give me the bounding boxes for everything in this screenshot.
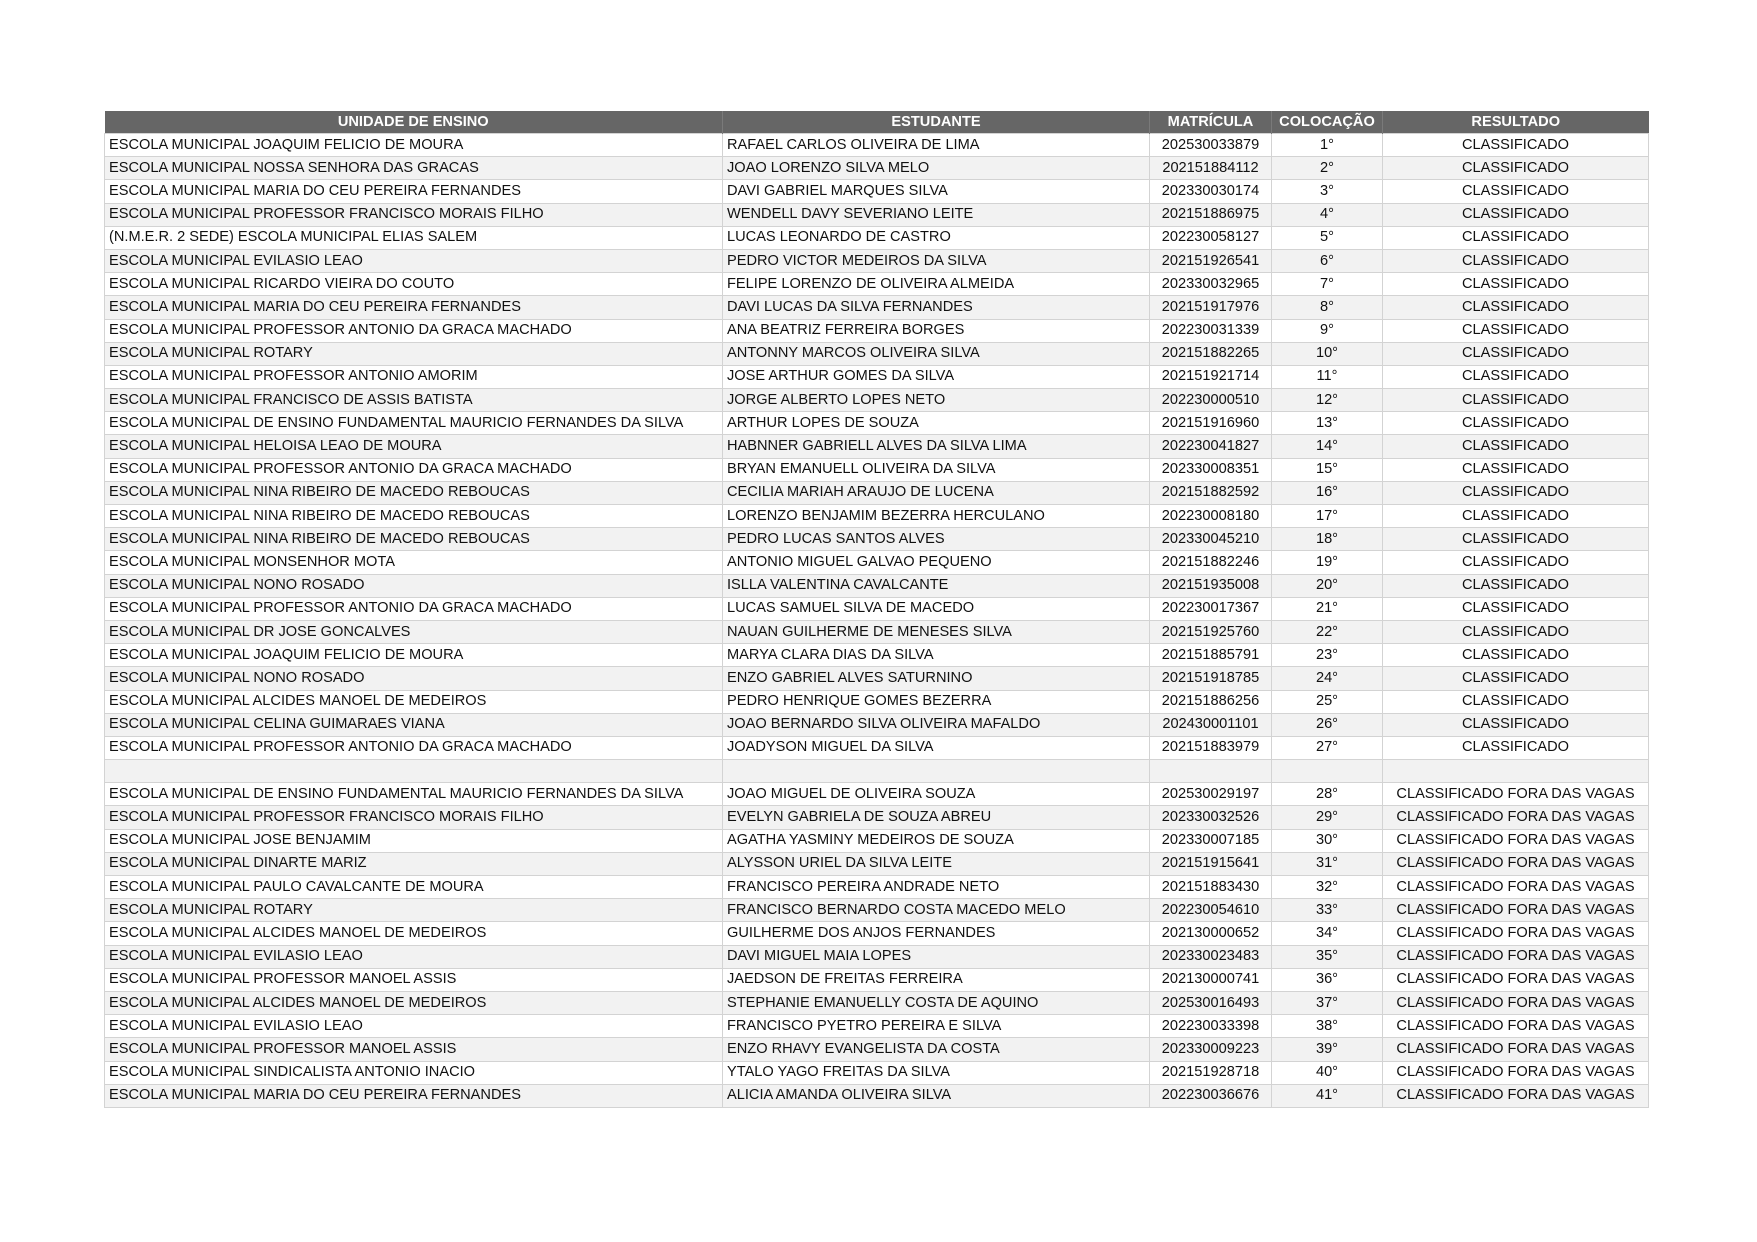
table-row — [105, 644, 1649, 667]
cell-resultado: CLASSIFICADO — [1383, 458, 1649, 481]
header-colocacao: COLOCAÇÃO — [1272, 111, 1383, 134]
table-row — [105, 899, 1649, 922]
cell-matricula: 202230058127 — [1150, 226, 1272, 249]
cell-colocacao: 26° — [1272, 713, 1383, 736]
cell-matricula: 202330007185 — [1150, 829, 1272, 852]
cell-matricula: 202151918785 — [1150, 667, 1272, 690]
cell-resultado: CLASSIFICADO — [1383, 644, 1649, 667]
cell-resultado: CLASSIFICADO — [1383, 296, 1649, 319]
cell-estudante: WENDELL DAVY SEVERIANO LEITE — [723, 203, 1150, 226]
cell-colocacao: 8° — [1272, 296, 1383, 319]
cell-estudante — [723, 760, 1150, 783]
cell-colocacao: 40° — [1272, 1061, 1383, 1084]
cell-resultado: CLASSIFICADO — [1383, 481, 1649, 504]
cell-matricula: 202530029197 — [1150, 783, 1272, 806]
cell-unidade-de-ensino: ESCOLA MUNICIPAL MARIA DO CEU PEREIRA FERNANDES — [105, 1084, 723, 1107]
cell-colocacao: 34° — [1272, 922, 1383, 945]
cell-colocacao: 14° — [1272, 435, 1383, 458]
cell-resultado: CLASSIFICADO FORA DAS VAGAS — [1383, 1084, 1649, 1107]
table-row — [105, 736, 1649, 759]
cell-matricula: 202151882265 — [1150, 342, 1272, 365]
table-row — [105, 249, 1649, 272]
cell-colocacao: 29° — [1272, 806, 1383, 829]
cell-resultado: CLASSIFICADO — [1383, 365, 1649, 388]
cell-estudante: RAFAEL CARLOS OLIVEIRA DE LIMA — [723, 134, 1150, 157]
cell-estudante: LORENZO BENJAMIM BEZERRA HERCULANO — [723, 505, 1150, 528]
table-row — [105, 667, 1649, 690]
cell-colocacao: 13° — [1272, 412, 1383, 435]
cell-estudante: FRANCISCO PYETRO PEREIRA E SILVA — [723, 1015, 1150, 1038]
header-unidade-de-ensino: UNIDADE DE ENSINO — [105, 111, 723, 134]
cell-colocacao: 37° — [1272, 991, 1383, 1014]
cell-matricula: 202151928718 — [1150, 1061, 1272, 1084]
cell-unidade-de-ensino: (N.M.E.R. 2 SEDE) ESCOLA MUNICIPAL ELIAS SALEM — [105, 226, 723, 249]
cell-colocacao: 41° — [1272, 1084, 1383, 1107]
table-row — [105, 226, 1649, 249]
table-row — [105, 1038, 1649, 1061]
cell-resultado: CLASSIFICADO FORA DAS VAGAS — [1383, 1015, 1649, 1038]
cell-matricula: 202330009223 — [1150, 1038, 1272, 1061]
cell-matricula: 202151916960 — [1150, 412, 1272, 435]
cell-estudante: ANTONNY MARCOS OLIVEIRA SILVA — [723, 342, 1150, 365]
cell-unidade-de-ensino: ESCOLA MUNICIPAL PROFESSOR MANOEL ASSIS — [105, 1038, 723, 1061]
table-row — [105, 157, 1649, 180]
cell-matricula: 202151883979 — [1150, 736, 1272, 759]
table-row — [105, 319, 1649, 342]
table-row — [105, 968, 1649, 991]
cell-unidade-de-ensino: ESCOLA MUNICIPAL ROTARY — [105, 342, 723, 365]
cell-resultado: CLASSIFICADO FORA DAS VAGAS — [1383, 1061, 1649, 1084]
cell-matricula: 202230008180 — [1150, 505, 1272, 528]
cell-resultado: CLASSIFICADO — [1383, 713, 1649, 736]
table-row — [105, 412, 1649, 435]
cell-unidade-de-ensino: ESCOLA MUNICIPAL JOSE BENJAMIM — [105, 829, 723, 852]
cell-estudante: DAVI MIGUEL MAIA LOPES — [723, 945, 1150, 968]
table-row — [105, 574, 1649, 597]
cell-estudante: LUCAS LEONARDO DE CASTRO — [723, 226, 1150, 249]
cell-colocacao: 33° — [1272, 899, 1383, 922]
cell-resultado: CLASSIFICADO FORA DAS VAGAS — [1383, 991, 1649, 1014]
table-row — [105, 991, 1649, 1014]
cell-resultado — [1383, 760, 1649, 783]
header-resultado: RESULTADO — [1383, 111, 1649, 134]
cell-estudante: JORGE ALBERTO LOPES NETO — [723, 389, 1150, 412]
cell-estudante: JOAO BERNARDO SILVA OLIVEIRA MAFALDO — [723, 713, 1150, 736]
cell-resultado: CLASSIFICADO FORA DAS VAGAS — [1383, 806, 1649, 829]
cell-colocacao: 30° — [1272, 829, 1383, 852]
table-header — [105, 111, 1649, 134]
header-matricula: MATRÍCULA — [1150, 111, 1272, 134]
table-row — [105, 1061, 1649, 1084]
cell-matricula: 202230036676 — [1150, 1084, 1272, 1107]
cell-colocacao: 15° — [1272, 458, 1383, 481]
table-row — [105, 481, 1649, 504]
table-row — [105, 783, 1649, 806]
cell-resultado: CLASSIFICADO — [1383, 690, 1649, 713]
cell-colocacao: 9° — [1272, 319, 1383, 342]
cell-estudante: JOSE ARTHUR GOMES DA SILVA — [723, 365, 1150, 388]
cell-estudante: STEPHANIE EMANUELLY COSTA DE AQUINO — [723, 991, 1150, 1014]
cell-unidade-de-ensino: ESCOLA MUNICIPAL PROFESSOR ANTONIO DA GRACA MACHADO — [105, 597, 723, 620]
table-row — [105, 829, 1649, 852]
cell-colocacao: 27° — [1272, 736, 1383, 759]
cell-resultado: CLASSIFICADO — [1383, 319, 1649, 342]
cell-estudante: HABNNER GABRIELL ALVES DA SILVA LIMA — [723, 435, 1150, 458]
cell-unidade-de-ensino: ESCOLA MUNICIPAL PROFESSOR ANTONIO DA GRACA MACHADO — [105, 319, 723, 342]
cell-colocacao: 16° — [1272, 481, 1383, 504]
cell-colocacao: 1° — [1272, 134, 1383, 157]
cell-resultado: CLASSIFICADO — [1383, 180, 1649, 203]
cell-unidade-de-ensino: ESCOLA MUNICIPAL PAULO CAVALCANTE DE MOURA — [105, 876, 723, 899]
cell-colocacao: 10° — [1272, 342, 1383, 365]
results-table — [104, 111, 1649, 1108]
cell-colocacao: 38° — [1272, 1015, 1383, 1038]
cell-colocacao: 5° — [1272, 226, 1383, 249]
cell-estudante: PEDRO VICTOR MEDEIROS DA SILVA — [723, 249, 1150, 272]
cell-matricula: 202151882246 — [1150, 551, 1272, 574]
cell-estudante: ISLLA VALENTINA CAVALCANTE — [723, 574, 1150, 597]
cell-estudante: ENZO RHAVY EVANGELISTA DA COSTA — [723, 1038, 1150, 1061]
cell-matricula: 202330008351 — [1150, 458, 1272, 481]
table-row — [105, 1084, 1649, 1107]
cell-unidade-de-ensino: ESCOLA MUNICIPAL SINDICALISTA ANTONIO INACIO — [105, 1061, 723, 1084]
cell-resultado: CLASSIFICADO FORA DAS VAGAS — [1383, 783, 1649, 806]
cell-resultado: CLASSIFICADO FORA DAS VAGAS — [1383, 968, 1649, 991]
cell-unidade-de-ensino: ESCOLA MUNICIPAL DE ENSINO FUNDAMENTAL MAURICIO FERNANDES DA SILVA — [105, 412, 723, 435]
cell-resultado: CLASSIFICADO — [1383, 505, 1649, 528]
header-row — [105, 111, 1649, 134]
cell-estudante: JAEDSON DE FREITAS FERREIRA — [723, 968, 1150, 991]
cell-matricula: 202151884112 — [1150, 157, 1272, 180]
cell-resultado: CLASSIFICADO — [1383, 157, 1649, 180]
table-row — [105, 458, 1649, 481]
cell-colocacao: 28° — [1272, 783, 1383, 806]
cell-estudante: DAVI GABRIEL MARQUES SILVA — [723, 180, 1150, 203]
cell-estudante: ALYSSON URIEL DA SILVA LEITE — [723, 852, 1150, 875]
cell-unidade-de-ensino: ESCOLA MUNICIPAL DE ENSINO FUNDAMENTAL MAURICIO FERNANDES DA SILVA — [105, 783, 723, 806]
cell-estudante: ANTONIO MIGUEL GALVAO PEQUENO — [723, 551, 1150, 574]
cell-estudante: ANA BEATRIZ FERREIRA BORGES — [723, 319, 1150, 342]
cell-unidade-de-ensino: ESCOLA MUNICIPAL CELINA GUIMARAES VIANA — [105, 713, 723, 736]
cell-colocacao: 32° — [1272, 876, 1383, 899]
cell-estudante: NAUAN GUILHERME DE MENESES SILVA — [723, 620, 1150, 643]
cell-estudante: ENZO GABRIEL ALVES SATURNINO — [723, 667, 1150, 690]
cell-unidade-de-ensino: ESCOLA MUNICIPAL HELOISA LEAO DE MOURA — [105, 435, 723, 458]
cell-matricula: 202230041827 — [1150, 435, 1272, 458]
cell-colocacao: 25° — [1272, 690, 1383, 713]
cell-unidade-de-ensino: ESCOLA MUNICIPAL DINARTE MARIZ — [105, 852, 723, 875]
table-row — [105, 134, 1649, 157]
cell-matricula: 202151886975 — [1150, 203, 1272, 226]
cell-unidade-de-ensino: ESCOLA MUNICIPAL JOAQUIM FELICIO DE MOURA — [105, 644, 723, 667]
cell-matricula: 202530033879 — [1150, 134, 1272, 157]
cell-colocacao: 17° — [1272, 505, 1383, 528]
cell-resultado: CLASSIFICADO FORA DAS VAGAS — [1383, 922, 1649, 945]
table-row — [105, 365, 1649, 388]
cell-unidade-de-ensino: ESCOLA MUNICIPAL PROFESSOR ANTONIO DA GRACA MACHADO — [105, 736, 723, 759]
cell-unidade-de-ensino: ESCOLA MUNICIPAL MARIA DO CEU PEREIRA FERNANDES — [105, 296, 723, 319]
cell-unidade-de-ensino: ESCOLA MUNICIPAL ROTARY — [105, 899, 723, 922]
cell-unidade-de-ensino: ESCOLA MUNICIPAL EVILASIO LEAO — [105, 249, 723, 272]
cell-matricula: 202530016493 — [1150, 991, 1272, 1014]
cell-unidade-de-ensino: ESCOLA MUNICIPAL PROFESSOR FRANCISCO MORAIS FILHO — [105, 203, 723, 226]
cell-unidade-de-ensino: ESCOLA MUNICIPAL NONO ROSADO — [105, 574, 723, 597]
cell-colocacao: 39° — [1272, 1038, 1383, 1061]
cell-estudante: AGATHA YASMINY MEDEIROS DE SOUZA — [723, 829, 1150, 852]
table-row — [105, 1015, 1649, 1038]
cell-estudante: JOAO MIGUEL DE OLIVEIRA SOUZA — [723, 783, 1150, 806]
cell-resultado: CLASSIFICADO — [1383, 736, 1649, 759]
cell-matricula: 202430001101 — [1150, 713, 1272, 736]
cell-colocacao: 3° — [1272, 180, 1383, 203]
table-row — [105, 296, 1649, 319]
cell-resultado: CLASSIFICADO — [1383, 389, 1649, 412]
cell-colocacao: 12° — [1272, 389, 1383, 412]
cell-matricula: 202330030174 — [1150, 180, 1272, 203]
cell-colocacao: 23° — [1272, 644, 1383, 667]
cell-estudante: ALICIA AMANDA OLIVEIRA SILVA — [723, 1084, 1150, 1107]
header-estudante: ESTUDANTE — [723, 111, 1150, 134]
table-row — [105, 690, 1649, 713]
cell-colocacao: 35° — [1272, 945, 1383, 968]
cell-resultado: CLASSIFICADO FORA DAS VAGAS — [1383, 829, 1649, 852]
cell-colocacao — [1272, 760, 1383, 783]
table-row — [105, 713, 1649, 736]
table-body — [105, 134, 1649, 1108]
cell-resultado: CLASSIFICADO FORA DAS VAGAS — [1383, 876, 1649, 899]
cell-estudante: FRANCISCO PEREIRA ANDRADE NETO — [723, 876, 1150, 899]
cell-matricula: 202151921714 — [1150, 365, 1272, 388]
cell-matricula: 202151926541 — [1150, 249, 1272, 272]
cell-colocacao: 4° — [1272, 203, 1383, 226]
cell-resultado: CLASSIFICADO — [1383, 667, 1649, 690]
table-row — [105, 597, 1649, 620]
cell-unidade-de-ensino: ESCOLA MUNICIPAL FRANCISCO DE ASSIS BATISTA — [105, 389, 723, 412]
cell-matricula — [1150, 760, 1272, 783]
cell-matricula: 202151925760 — [1150, 620, 1272, 643]
cell-unidade-de-ensino: ESCOLA MUNICIPAL ALCIDES MANOEL DE MEDEIROS — [105, 690, 723, 713]
table-row — [105, 551, 1649, 574]
cell-unidade-de-ensino: ESCOLA MUNICIPAL ALCIDES MANOEL DE MEDEIROS — [105, 991, 723, 1014]
cell-matricula: 202230000510 — [1150, 389, 1272, 412]
cell-resultado: CLASSIFICADO — [1383, 574, 1649, 597]
cell-matricula: 202130000652 — [1150, 922, 1272, 945]
cell-matricula: 202230054610 — [1150, 899, 1272, 922]
cell-unidade-de-ensino: ESCOLA MUNICIPAL ALCIDES MANOEL DE MEDEIROS — [105, 922, 723, 945]
cell-matricula: 202230033398 — [1150, 1015, 1272, 1038]
table-row — [105, 806, 1649, 829]
cell-colocacao: 22° — [1272, 620, 1383, 643]
table-row — [105, 528, 1649, 551]
cell-unidade-de-ensino: ESCOLA MUNICIPAL NINA RIBEIRO DE MACEDO REBOUCAS — [105, 481, 723, 504]
cell-resultado: CLASSIFICADO — [1383, 551, 1649, 574]
table-row — [105, 435, 1649, 458]
cell-estudante: PEDRO LUCAS SANTOS ALVES — [723, 528, 1150, 551]
cell-resultado: CLASSIFICADO — [1383, 435, 1649, 458]
cell-matricula: 202151917976 — [1150, 296, 1272, 319]
cell-matricula: 202151885791 — [1150, 644, 1272, 667]
cell-unidade-de-ensino: ESCOLA MUNICIPAL JOAQUIM FELICIO DE MOURA — [105, 134, 723, 157]
cell-colocacao: 2° — [1272, 157, 1383, 180]
cell-estudante: ARTHUR LOPES DE SOUZA — [723, 412, 1150, 435]
cell-resultado: CLASSIFICADO FORA DAS VAGAS — [1383, 899, 1649, 922]
cell-colocacao: 31° — [1272, 852, 1383, 875]
cell-unidade-de-ensino: ESCOLA MUNICIPAL NINA RIBEIRO DE MACEDO REBOUCAS — [105, 528, 723, 551]
cell-estudante: YTALO YAGO FREITAS DA SILVA — [723, 1061, 1150, 1084]
cell-colocacao: 20° — [1272, 574, 1383, 597]
cell-matricula: 202330023483 — [1150, 945, 1272, 968]
cell-resultado: CLASSIFICADO — [1383, 342, 1649, 365]
table-row — [105, 876, 1649, 899]
cell-unidade-de-ensino: ESCOLA MUNICIPAL MONSENHOR MOTA — [105, 551, 723, 574]
cell-unidade-de-ensino: ESCOLA MUNICIPAL DR JOSE GONCALVES — [105, 620, 723, 643]
table-row — [105, 945, 1649, 968]
cell-matricula: 202330045210 — [1150, 528, 1272, 551]
table-row — [105, 180, 1649, 203]
cell-estudante: EVELYN GABRIELA DE SOUZA ABREU — [723, 806, 1150, 829]
cell-estudante: FRANCISCO BERNARDO COSTA MACEDO MELO — [723, 899, 1150, 922]
cell-unidade-de-ensino: ESCOLA MUNICIPAL PROFESSOR FRANCISCO MORAIS FILHO — [105, 806, 723, 829]
cell-estudante: FELIPE LORENZO DE OLIVEIRA ALMEIDA — [723, 273, 1150, 296]
cell-unidade-de-ensino — [105, 760, 723, 783]
cell-resultado: CLASSIFICADO — [1383, 620, 1649, 643]
cell-resultado: CLASSIFICADO — [1383, 203, 1649, 226]
cell-estudante: DAVI LUCAS DA SILVA FERNANDES — [723, 296, 1150, 319]
cell-matricula: 202151882592 — [1150, 481, 1272, 504]
cell-matricula: 202151883430 — [1150, 876, 1272, 899]
cell-resultado: CLASSIFICADO FORA DAS VAGAS — [1383, 1038, 1649, 1061]
cell-colocacao: 6° — [1272, 249, 1383, 272]
cell-colocacao: 36° — [1272, 968, 1383, 991]
cell-matricula: 202130000741 — [1150, 968, 1272, 991]
separator-row — [105, 760, 1649, 783]
cell-resultado: CLASSIFICADO — [1383, 412, 1649, 435]
cell-matricula: 202151915641 — [1150, 852, 1272, 875]
table-row — [105, 922, 1649, 945]
table-row — [105, 389, 1649, 412]
cell-colocacao: 19° — [1272, 551, 1383, 574]
cell-estudante: BRYAN EMANUELL OLIVEIRA DA SILVA — [723, 458, 1150, 481]
cell-resultado: CLASSIFICADO — [1383, 273, 1649, 296]
table-row — [105, 203, 1649, 226]
cell-unidade-de-ensino: ESCOLA MUNICIPAL NOSSA SENHORA DAS GRACAS — [105, 157, 723, 180]
cell-unidade-de-ensino: ESCOLA MUNICIPAL EVILASIO LEAO — [105, 1015, 723, 1038]
cell-unidade-de-ensino: ESCOLA MUNICIPAL PROFESSOR ANTONIO AMORIM — [105, 365, 723, 388]
cell-estudante: MARYA CLARA DIAS DA SILVA — [723, 644, 1150, 667]
cell-matricula: 202330032965 — [1150, 273, 1272, 296]
table-row — [105, 342, 1649, 365]
table-row — [105, 620, 1649, 643]
cell-colocacao: 18° — [1272, 528, 1383, 551]
table-row — [105, 505, 1649, 528]
cell-colocacao: 11° — [1272, 365, 1383, 388]
cell-unidade-de-ensino: ESCOLA MUNICIPAL NONO ROSADO — [105, 667, 723, 690]
table-row — [105, 852, 1649, 875]
cell-unidade-de-ensino: ESCOLA MUNICIPAL RICARDO VIEIRA DO COUTO — [105, 273, 723, 296]
cell-resultado: CLASSIFICADO FORA DAS VAGAS — [1383, 852, 1649, 875]
cell-estudante: PEDRO HENRIQUE GOMES BEZERRA — [723, 690, 1150, 713]
cell-estudante: CECILIA MARIAH ARAUJO DE LUCENA — [723, 481, 1150, 504]
cell-resultado: CLASSIFICADO — [1383, 226, 1649, 249]
cell-unidade-de-ensino: ESCOLA MUNICIPAL EVILASIO LEAO — [105, 945, 723, 968]
cell-resultado: CLASSIFICADO — [1383, 597, 1649, 620]
cell-colocacao: 21° — [1272, 597, 1383, 620]
cell-unidade-de-ensino: ESCOLA MUNICIPAL NINA RIBEIRO DE MACEDO REBOUCAS — [105, 505, 723, 528]
cell-matricula: 202330032526 — [1150, 806, 1272, 829]
cell-estudante: JOAO LORENZO SILVA MELO — [723, 157, 1150, 180]
cell-resultado: CLASSIFICADO — [1383, 528, 1649, 551]
cell-resultado: CLASSIFICADO FORA DAS VAGAS — [1383, 945, 1649, 968]
cell-unidade-de-ensino: ESCOLA MUNICIPAL MARIA DO CEU PEREIRA FERNANDES — [105, 180, 723, 203]
cell-estudante: GUILHERME DOS ANJOS FERNANDES — [723, 922, 1150, 945]
cell-matricula: 202230017367 — [1150, 597, 1272, 620]
cell-resultado: CLASSIFICADO — [1383, 249, 1649, 272]
table-row — [105, 273, 1649, 296]
cell-estudante: JOADYSON MIGUEL DA SILVA — [723, 736, 1150, 759]
cell-resultado: CLASSIFICADO — [1383, 134, 1649, 157]
cell-matricula: 202151886256 — [1150, 690, 1272, 713]
cell-matricula: 202151935008 — [1150, 574, 1272, 597]
cell-unidade-de-ensino: ESCOLA MUNICIPAL PROFESSOR MANOEL ASSIS — [105, 968, 723, 991]
cell-unidade-de-ensino: ESCOLA MUNICIPAL PROFESSOR ANTONIO DA GRACA MACHADO — [105, 458, 723, 481]
cell-colocacao: 24° — [1272, 667, 1383, 690]
cell-estudante: LUCAS SAMUEL SILVA DE MACEDO — [723, 597, 1150, 620]
cell-matricula: 202230031339 — [1150, 319, 1272, 342]
cell-colocacao: 7° — [1272, 273, 1383, 296]
